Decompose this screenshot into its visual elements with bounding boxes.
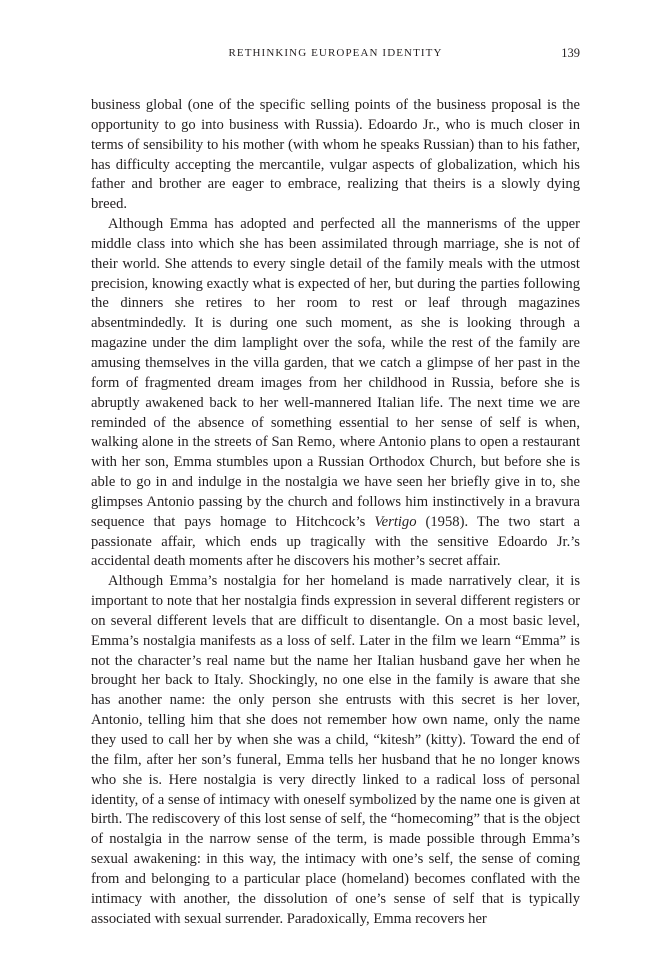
paragraph-text: (1958). The two start a passionate affair, which ends up tragically with the sensitive Edoardo Jr.’s accidental death moments after he discovers his mother’s secret affair. xyxy=(91,513,581,570)
paragraph xyxy=(91,572,580,929)
paragraph xyxy=(91,215,580,572)
film-title-italic: Vertigo xyxy=(374,513,417,530)
paragraph-text: business global (one of the specific selling points of the business proposal is the opportunity to go into business with Russia). Edoardo Jr., who is much closer in terms of sensibility to his mother (with whom he speaks Russian) than to his father, has difficulty accepting the mercantile, vulgar aspects of globalization, which his father and brother are eager to embrace, realizing that theirs is a slowly dying breed. xyxy=(91,97,580,213)
running-head-title: RETHINKING EUROPEAN IDENTITY xyxy=(228,47,443,59)
running-head xyxy=(91,44,580,62)
paragraph xyxy=(91,96,580,215)
page-number: 139 xyxy=(561,46,580,60)
body-text xyxy=(91,96,580,929)
paragraph-text: Although Emma has adopted and perfected all the mannerisms of the upper middle class into which she has been assimilated through marriage, she is not of their world. She attends to every single detail of the family meals with the utmost precision, knowing exactly what is expected of her, but during the parties following the dinners she retires to her room to rest or leaf through magazines absentmindedly. It is during one such moment, as she is looking through a magazine under the dim lamplight over the sofa, while the rest of the family are amusing themselves in the villa garden, that we catch a glimpse of her past in the form of fragmented dream images from her childhood in Russia, before she is abruptly awakened back to her well-mannered Italian life. The next time we are reminded of the absence of something essential to her sense of self is when, walking alone in the streets of San Remo, where Antonio plans to open a restaurant with her son, Emma stumbles upon a Russian Orthodox Church, but before she is able to go in and indulge in the nostalgia we have seen her briefly give in to, she glimpses Antonio passing by the church and follows him instinctively in a bravura sequence that pays homage to Hitchcock’s xyxy=(91,216,580,530)
paragraph-text: Although Emma’s nostalgia for her homeland is made narratively clear, it is important to note that her nostalgia finds expression in several different registers or on several different levels that are difficult to disentangle. On a most basic level, Emma’s nostalgia manifests as a loss of self. Later in the film we learn “Emma” is not the character’s real name but the name her Italian husband gave her when he brought her back to Italy. Shockingly, no one else in the family is aware that she has another name: the only person she entrusts with this secret is her lover, Antonio, telling him that she does not remember how own name, only the name they used to call her by when she was a child, “kitesh” (kitty). Toward the end of the film, after her son’s funeral, Emma tells her husband that he no longer knows who she is. Here nostalgia is very directly linked to a radical loss of personal identity, of a sense of intimacy with oneself symbolized by the name one is given at birth. The rediscovery of this lost sense of self, the “homecoming” that is the object of nostalgia in the narrow sense of the term, is made possible through Emma’s sexual awakening: in this way, the intimacy with one’s self, the sense of coming from and belonging to a particular place (homeland) becomes conflated with the intimacy with another, the dissolution of one’s sense of self that is typically associated with sexual surrender. Paradoxically, Emma recovers her xyxy=(91,573,580,927)
